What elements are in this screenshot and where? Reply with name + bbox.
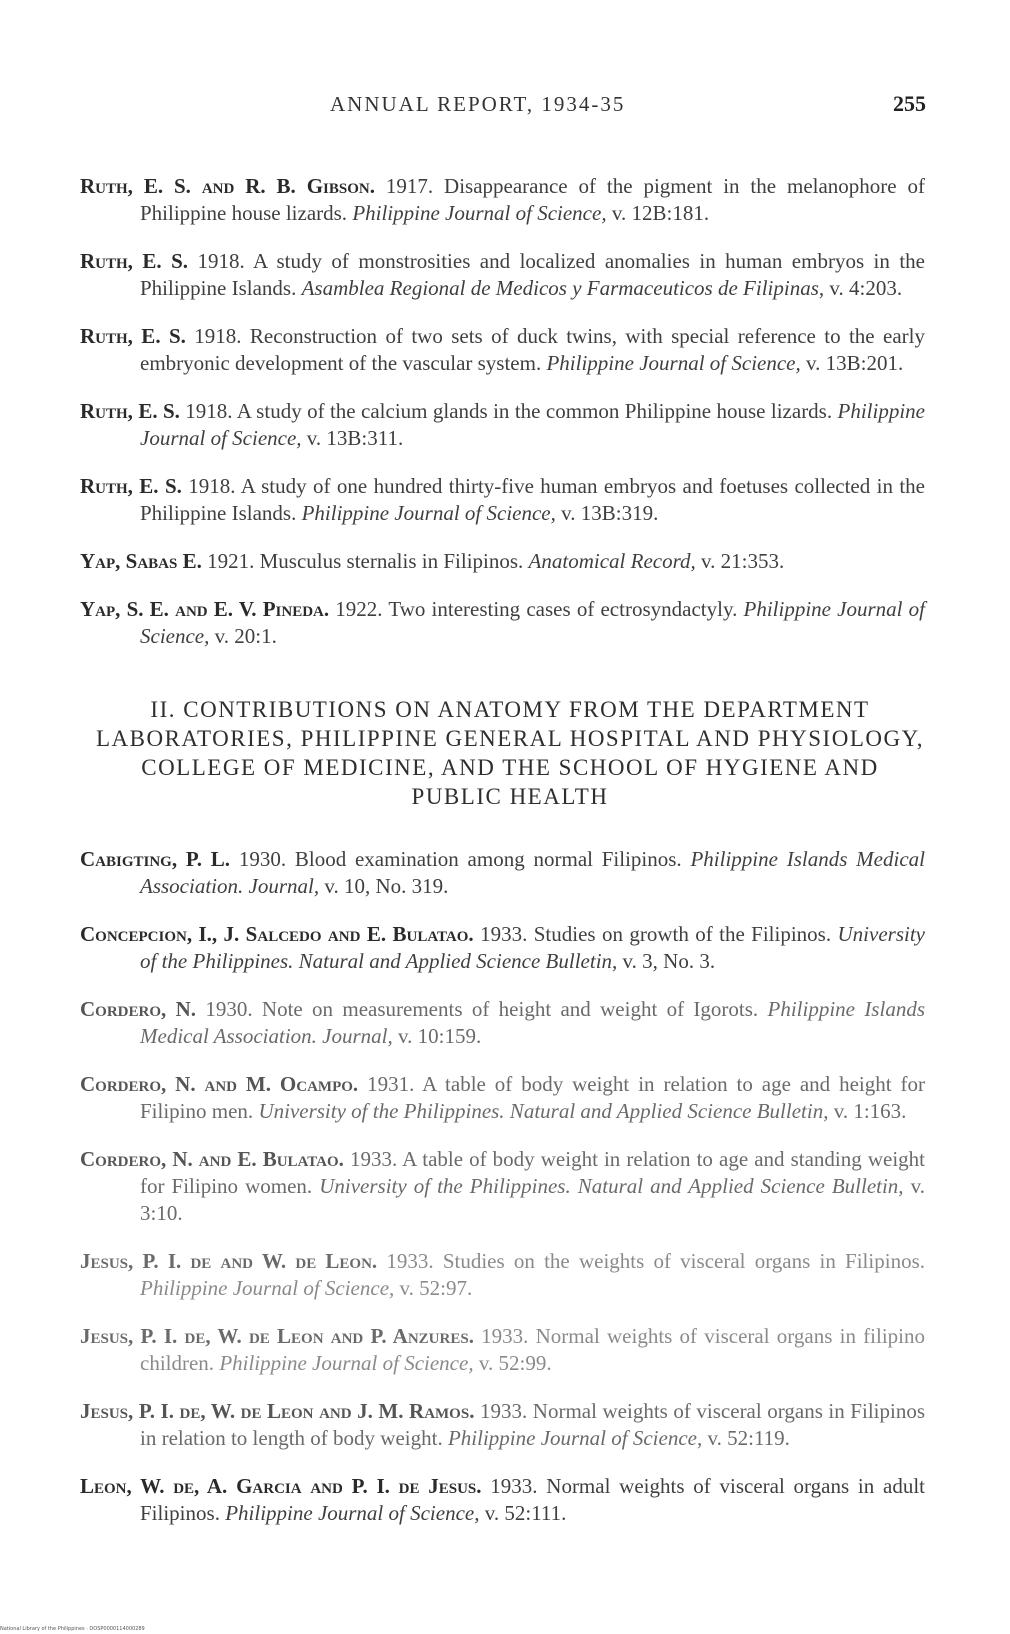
reference-author: Cabigting, P. L. — [80, 847, 231, 871]
reference-entry — [80, 596, 925, 650]
reference-text: 1933. Studies on growth of the Filipinos. — [473, 922, 838, 946]
reference-journal: Philippine Journal of Science, — [447, 1426, 703, 1450]
reference-text: 1933. Studies on the weights of visceral organs in Filipinos. — [377, 1249, 925, 1273]
reference-author: Ruth, E. S. — [80, 399, 180, 423]
reference-entry — [80, 1146, 925, 1227]
reference-text: 1917. Disappearance of the pigment in the melanophore of Philippine house lizards. — [140, 174, 926, 225]
reference-text: 1918. Reconstruction of two sets of duck twins, with special reference to the early embryonic development of the vascular system. — [140, 324, 925, 375]
reference-entry — [80, 1071, 925, 1125]
reference-entry — [80, 996, 925, 1050]
reference-citation: v. 13B:311. — [301, 426, 404, 450]
reference-author: Jesus, P. I. de and W. de Leon. — [80, 1249, 378, 1273]
reference-author: Cordero, N. — [80, 997, 196, 1021]
reference-entry — [80, 548, 925, 575]
reference-text: 1930. Note on measurements of height and weight of Igorots. — [196, 997, 768, 1021]
reference-journal: Philippine Journal of Science, — [140, 399, 925, 450]
reference-citation: v. 52:119. — [702, 1426, 790, 1450]
reference-journal: Philippine Journal of Science, — [301, 501, 556, 525]
reference-text: 1933. Normal weights of visceral organs in adult Filipinos. — [140, 1474, 925, 1525]
reference-entry — [80, 1398, 925, 1452]
section-heading: II. CONTRIBUTIONS ON ANATOMY FROM THE DEPARTMENT LABORATORIES, PHILIPPINE GENERAL HOSPITAL AND PHYSIOLOGY, COLLEGE OF MEDICINE, AND THE SCHOOL OF HYGIENE AND PUBLIC HEALTH — [95, 697, 924, 809]
reference-citation: v. 3:10. — [140, 1174, 925, 1225]
reference-text: 1933. Normal weights of visceral organs in filipino children. — [140, 1324, 925, 1375]
reference-journal: Philippine Journal of Science, — [140, 1276, 395, 1300]
reference-journal: Philippine Journal of Science, — [352, 201, 607, 225]
reference-author: Yap, Sabas E. — [80, 549, 202, 573]
reference-entry — [80, 173, 925, 227]
reference-entry — [80, 1323, 925, 1377]
running-head: ANNUAL REPORT, 1934-35 — [330, 92, 626, 116]
reference-text: 1933. A table of body weight in relation to age and standing weight for Filipino women. — [140, 1147, 925, 1198]
reference-citation: v. 12B:181. — [606, 201, 710, 225]
reference-entry — [80, 921, 925, 975]
reference-author: Concepcion, I., J. Salcedo and E. Bulatao. — [80, 922, 474, 946]
reference-author: Ruth, E. S. — [80, 474, 182, 498]
reference-journal: Philippine Journal of Science, — [546, 351, 801, 375]
reference-author: Jesus, P. I. de, W. de Leon and P. Anzures. — [80, 1324, 474, 1348]
reference-text: 1918. A study of one hundred thirty-five human embryos and foetuses collected in the Philippine Islands. — [140, 474, 925, 525]
reference-author: Jesus, P. I. de, W. de Leon and J. M. Ramos. — [80, 1399, 475, 1423]
reference-list-top — [80, 152, 925, 660]
reference-journal: Philippine Islands Medical Association. Journal, — [140, 847, 925, 898]
reference-entry — [80, 398, 925, 452]
reference-citation: v. 1:163. — [828, 1099, 907, 1123]
reference-citation: v. 20:1. — [209, 624, 277, 648]
reference-citation: v. 13B:201. — [800, 351, 904, 375]
reference-journal: University of the Philippines. Natural and Applied Science Bulletin, — [140, 922, 925, 973]
reference-citation: v. 52:99. — [473, 1351, 552, 1375]
reference-author: Yap, S. E. and E. V. Pineda. — [80, 597, 330, 621]
reference-text: 1922. Two interesting cases of ectrosyndactyly. — [329, 597, 744, 621]
reference-citation: v. 10:159. — [392, 1024, 482, 1048]
reference-citation: v. 13B:319. — [555, 501, 659, 525]
reference-citation: v. 3, No. 3. — [617, 949, 716, 973]
reference-journal: Asamblea Regional de Medicos y Farmaceuticos de Filipinas, — [301, 276, 825, 300]
reference-author: Cordero, N. and E. Bulatao. — [80, 1147, 344, 1171]
reference-entry — [80, 846, 925, 900]
reference-list-bottom — [80, 825, 925, 1537]
reference-journal: University of the Philippines. Natural and Applied Science Bulletin, — [319, 1174, 904, 1198]
reference-entry — [80, 248, 925, 302]
reference-author: Ruth, E. S. — [80, 249, 189, 273]
reference-entry — [80, 1248, 925, 1302]
reference-journal: Anatomical Record, — [528, 549, 696, 573]
reference-entry — [80, 1473, 925, 1527]
reference-text: 1933. Normal weights of visceral organs in Filipinos in relation to length of body weight. — [140, 1399, 925, 1450]
reference-text: 1918. A study of the calcium glands in the common Philippine house lizards. — [179, 399, 838, 423]
reference-citation: v. 52:97. — [394, 1276, 473, 1300]
reference-journal: Philippine Journal of Science, — [219, 1351, 474, 1375]
reference-citation: v. 52:111. — [479, 1501, 567, 1525]
reference-entry — [80, 473, 925, 527]
reference-journal: University of the Philippines. Natural and Applied Science Bulletin, — [258, 1099, 829, 1123]
reference-text: 1921. Musculus sternalis in Filipinos. — [201, 549, 529, 573]
reference-citation: v. 10, No. 319. — [319, 874, 449, 898]
reference-text: 1930. Blood examination among normal Filipinos. — [230, 847, 691, 871]
reference-text: 1931. A table of body weight in relation to age and height for Filipino men. — [140, 1072, 925, 1123]
reference-author: Ruth, E. S. — [80, 324, 186, 348]
reference-journal: Philippine Journal of Science, — [140, 597, 925, 648]
reference-author: Leon, W. de, A. Garcia and P. I. de Jesus. — [80, 1474, 482, 1498]
page-number: 255 — [893, 91, 926, 116]
reference-text: 1918. A study of monstrosities and localized anomalies in human embryos in the Philippine Islands. — [140, 249, 925, 300]
reference-author: Ruth, E. S. and R. B. Gibson. — [80, 174, 375, 198]
reference-entry — [80, 323, 925, 377]
reference-author: Cordero, N. and M. Ocampo. — [80, 1072, 359, 1096]
reference-citation: v. 21:353. — [695, 549, 785, 573]
reference-journal: Philippine Islands Medical Association. Journal, — [140, 997, 925, 1048]
reference-journal: Philippine Journal of Science, — [225, 1501, 480, 1525]
reference-citation: v. 4:203. — [824, 276, 903, 300]
scan-footer-note: National Library of the Philippines · DOSP0000114000289 — [0, 1626, 145, 1632]
